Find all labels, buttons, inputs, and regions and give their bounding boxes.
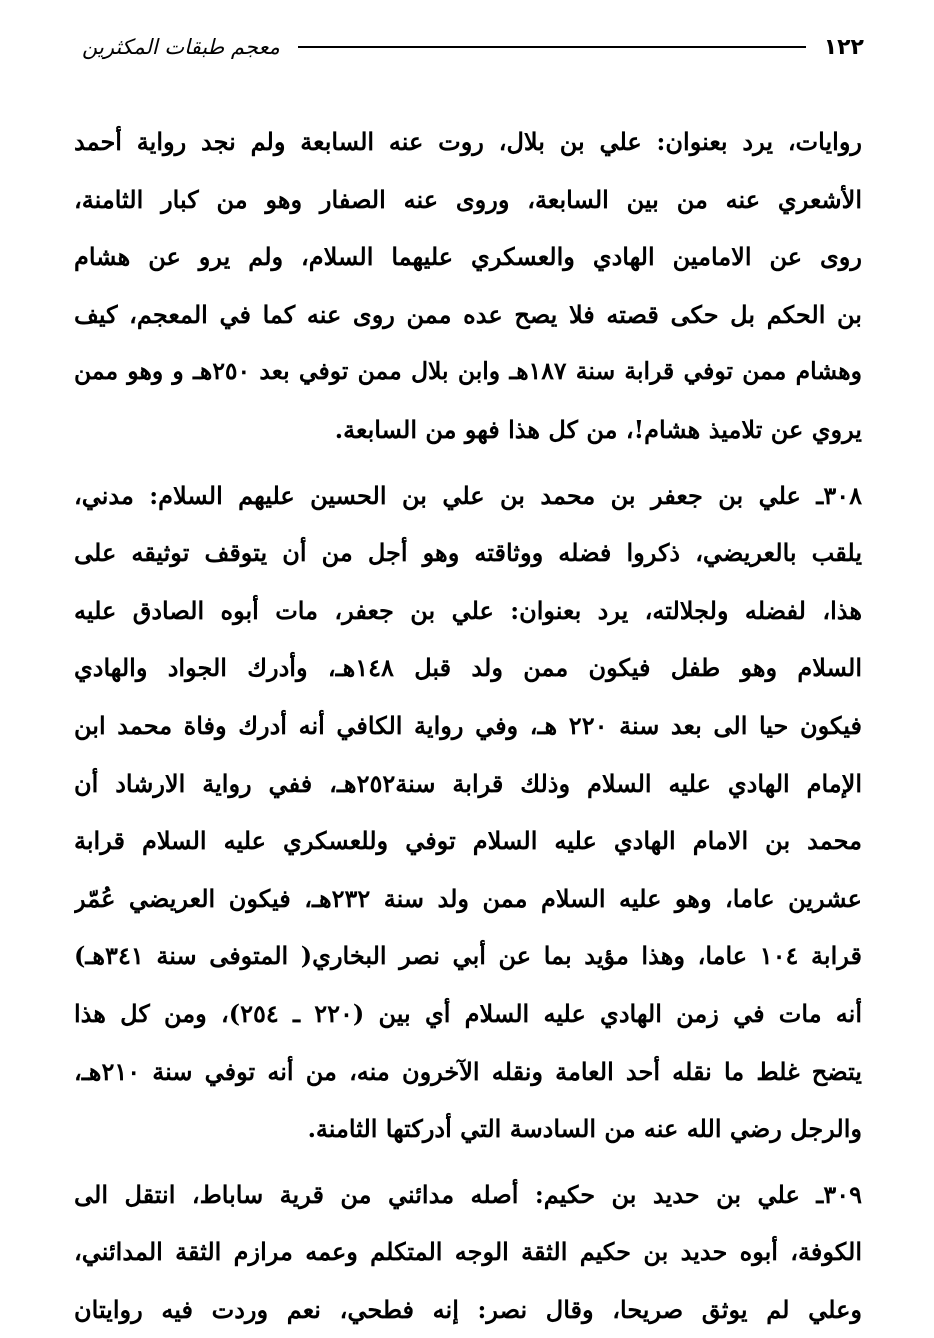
- text-line: هذا، لفضله ولجلالته، يرد بعنوان: علي بن جعفر، مات أبوه الصادق عليه: [74, 595, 862, 625]
- text-line: الكوفة، أبوه حديد بن حكيم الثقة الوجه المتكلم وعمه مرازم الثقة المدائني،: [74, 1237, 862, 1267]
- text-line: بن الحكم بل حكى قصته فلا يصح عده ممن روى عنه كما في المعجم، كيف: [74, 299, 862, 329]
- text-line: يتضح غلط ما نقله أحد العامة ونقله الآخرون منه، من أنه توفي سنة ٢١٠هـ،: [74, 1056, 862, 1086]
- header-rule: [298, 46, 806, 48]
- page-number: ١٢٢: [823, 34, 864, 60]
- text-line: ٣٠٩ـ علي بن حديد بن حكيم: أصله مدائني من قرية ساباط، انتقل الى: [74, 1179, 862, 1209]
- text-line: السلام وهو طفل فيكون ممن ولد قبل ١٤٨هـ، وأدرك الجواد والهادي: [74, 653, 862, 683]
- paragraph-continuation: [74, 113, 862, 459]
- text-line: يروي عن تلاميذ هشام!، من كل هذا فهو من السابعة.: [334, 414, 862, 444]
- page-header: [82, 30, 864, 64]
- text-line: محمد بن الامام الهادي عليه السلام توفي وللعسكري عليه السلام قرابة: [74, 826, 862, 856]
- entry-309: [74, 1166, 862, 1338]
- text-line: روايات، يرد بعنوان: علي بن بلال، روت عنه السابعة ولم نجد رواية أحمد: [74, 127, 862, 156]
- text-line: أنه مات في زمن الهادي عليه السلام أي بين (٢٢٠ ـ ٢٥٤)، ومن كل هذا: [74, 998, 862, 1028]
- text-line: الأشعري عنه من بين السابعة، وروى عنه الصفار وهو من كبار الثامنة،: [74, 184, 862, 214]
- entry-308: [74, 467, 862, 1158]
- text-line: وهشام ممن توفي قرابة سنة ١٨٧هـ وابن بلال ممن توفي بعد ٢٥٠هـ و وهو ممن: [74, 357, 862, 386]
- running-title: معجم طبقات المكثرين: [82, 35, 280, 59]
- paragraph-gap: [74, 1158, 862, 1166]
- text-line: يلقب بالعريضي، ذكروا فضله ووثاقته وهو أجل من أن يتوقف توثيقه على: [74, 538, 862, 568]
- text-line: والرجل رضي الله عنه من السادسة التي أدركتها الثامنة.: [307, 1114, 862, 1144]
- paragraph-gap: [74, 459, 862, 467]
- text-line: ٣٠٨ـ علي بن جعفر بن محمد بن علي بن الحسين عليهم السلام: مدني،: [74, 480, 862, 510]
- text-line: قرابة ١٠٤ عاما، وهذا مؤيد بما عن أبي نصر البخاري( المتوفى سنة ٣٤١هـ): [74, 941, 862, 971]
- text-line: روى عن الامامين الهادي والعسكري عليهما السلام، ولم يرو عن هشام: [74, 242, 862, 272]
- text-line: وعلي لم يوثق صريحا، وقال نصر: إنه فطحي، نعم وردت فيه روايتان: [74, 1294, 862, 1324]
- page-body: [74, 113, 862, 1338]
- text-line: الإمام الهادي عليه السلام وذلك قرابة سنة٢٥٢هـ، ففي رواية الارشاد أن: [74, 768, 862, 798]
- text-line: فيكون حيا الى بعد سنة ٢٢٠ هـ، وفي رواية الكافي أنه أدرك وفاة محمد ابن: [74, 710, 862, 740]
- text-line: عشرين عاما، وهو عليه السلام ممن ولد سنة ٢٣٢هـ، فيكون العريضي عُمّر: [74, 883, 862, 913]
